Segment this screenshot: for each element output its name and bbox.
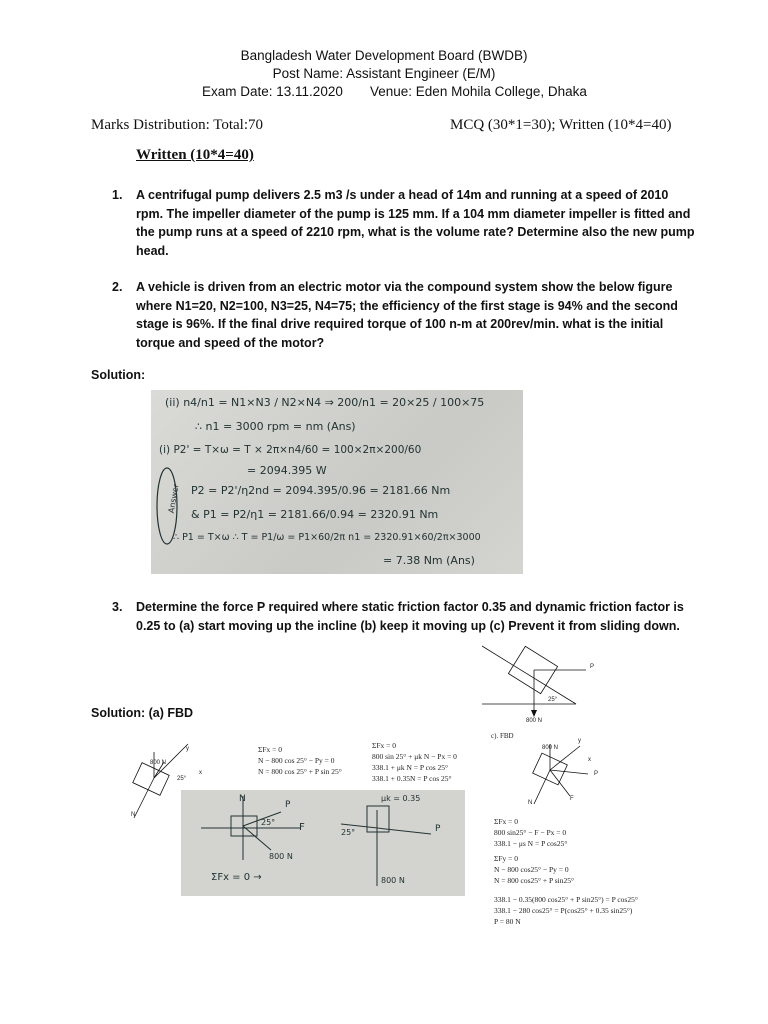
- written-title: Written (10*4=40): [136, 147, 254, 163]
- eq-line: N = 800 cos 25° + P sin 25°: [258, 767, 342, 776]
- hw-line-7: ∴ P1 = T×ω ∴ T = P1/ω = P1×60/2π n1 = 2320.91×60/2π×3000: [173, 532, 481, 543]
- eq-c-block: [494, 816, 638, 927]
- question-number: 2.: [112, 280, 123, 294]
- eq-line: 800 sin 25° + μk N − Px = 0: [372, 752, 457, 761]
- incline-p-label: P: [590, 664, 595, 670]
- question-2: [0, 278, 768, 358]
- incline-diagram: [480, 640, 590, 720]
- question-1: [0, 186, 768, 266]
- fbd-c-x: x: [588, 757, 591, 763]
- hw-line-3: (i) P2' = T×ω = T × 2π×n4/60 = 100×2π×200/60: [159, 444, 422, 456]
- fbd-c-y: y: [578, 738, 581, 744]
- fbd-c-weight: 800 N: [542, 745, 559, 751]
- hw-line-2: ∴ n1 = 3000 rpm = nm (Ans): [195, 420, 356, 433]
- handwritten-solution-photo: [151, 390, 523, 574]
- hw-fbd-weight-2: 800 N: [381, 876, 405, 885]
- eq-line: ΣFx = 0: [258, 745, 283, 754]
- fbd-c-n: N: [528, 800, 533, 806]
- hw-fbd-angle-2: 25°: [341, 828, 356, 837]
- eq-b2-block: [372, 740, 457, 784]
- eq-line: N − 800 cos25° − Py = 0: [494, 865, 569, 874]
- eq-line: ΣFx = 0: [494, 817, 519, 826]
- eq-line: [494, 886, 638, 894]
- eq-line: N − 800 cos 25° − Py = 0: [258, 756, 335, 765]
- hw-line-1: (ii) n4/n1 = N1×N3 / N2×N4 ⇒ 200/n1 = 20×25 / 100×75: [165, 396, 485, 409]
- hw-fbd-p-2: P: [435, 824, 441, 834]
- hw-fbd-eq: ΣFx = 0 →: [211, 872, 262, 883]
- eq-line: ΣFx = 0: [372, 741, 397, 750]
- eq-line: N = 800 cos25° + P sin25°: [494, 876, 575, 885]
- header-org: Bangladesh Water Development Board (BWDB): [240, 48, 528, 63]
- fbd-c-p: P: [594, 771, 599, 777]
- header-post: Post Name: Assistant Engineer (E/M): [272, 66, 496, 81]
- fbd-c-title: c). FBD: [491, 732, 514, 740]
- fbd-a-angle: 25°: [177, 776, 187, 782]
- hw-line-4: = 2094.395 W: [247, 464, 327, 477]
- question-number: 1.: [112, 188, 123, 202]
- marks-breakdown: MCQ (30*1=30); Written (10*4=40): [450, 117, 672, 133]
- eq-line: 338.1 + 0.35N = P cos 25°: [372, 774, 452, 783]
- hw-fbd-n: N: [239, 794, 246, 804]
- eq-line: P = 80 N: [494, 917, 521, 926]
- question-text: Determine the force P required where static friction factor 0.35 and dynamic friction factor is 0.25 to (a) start moving up the incline (b) keep it moving up (c) Prevent it from sliding down.: [136, 600, 684, 633]
- hw-margin-bracket: [151, 390, 523, 574]
- hw-fbd-angle: 25°: [261, 818, 276, 827]
- eq-line: ΣFy = 0: [494, 854, 519, 863]
- question-text: A vehicle is driven from an electric motor via the compound system show the below figure where N1=20, N2=100, N3=25, N4=75; the efficiency of the first stage is 94% and the second stage is 96%. If the final drive required torque of 100 n-m at 200rev/min. what is the initial torque and speed of the motor?: [136, 280, 678, 350]
- hw-line-8: = 7.38 Nm (Ans): [383, 554, 475, 567]
- question-number: 3.: [112, 600, 123, 614]
- hw-side-note: Answer: [166, 483, 181, 514]
- question-3: [0, 598, 768, 638]
- fbd-a-y: y: [186, 746, 189, 752]
- fbd-a-x: x: [199, 770, 202, 776]
- hw-fbd-p: P: [285, 800, 291, 810]
- eq-line: 338.1 − 0.35(800 cos25° + P sin25°) = P cos25°: [494, 895, 638, 904]
- hw-fbd-mu: μk = 0.35: [381, 794, 421, 803]
- header-venue: Venue: Eden Mohila College, Dhaka: [370, 84, 587, 99]
- eq-line: 338.1 − μs N = P cos25°: [494, 839, 568, 848]
- marks-total: Marks Distribution: Total:70: [91, 117, 264, 133]
- eq-b-block: [258, 744, 342, 777]
- fbd-c-f: F: [570, 796, 574, 802]
- hw-fbd-weight: 800 N: [269, 852, 293, 861]
- eq-line: 338.1 − 280 cos25° = P(cos25° + 0.35 sin25°): [494, 906, 633, 915]
- solution-a-label: Solution: (a) FBD: [91, 706, 194, 720]
- handwritten-fbd-photo: [181, 790, 465, 896]
- incline-weight-label: 800 N: [526, 718, 543, 724]
- eq-line: 800 sin25° − F − Px = 0: [494, 828, 567, 837]
- hw-line-6: & P1 = P2/η1 = 2181.66/0.94 = 2320.91 Nm: [191, 508, 439, 521]
- solution-label: Solution:: [91, 368, 146, 382]
- header-exam-date: Exam Date: 13.11.2020: [202, 84, 343, 99]
- fbd-a-n: N: [131, 812, 136, 818]
- hw-fbd-f: F: [299, 822, 305, 833]
- fbd-a-weight: 800 N: [150, 760, 167, 766]
- question-text: A centrifugal pump delivers 2.5 m3 /s under a head of 14m and running at a speed of 2010 rpm. The impeller diameter of the pump is 125 mm. If a 104 mm diameter impeller is fitted and the pump runs at a speed of 2210 rpm, what is the volume rate? Determine also the new pump head.: [136, 188, 695, 258]
- eq-line: 338.1 + μk N = P cos 25°: [372, 763, 449, 772]
- hw-line-5: P2 = P2'/η2nd = 2094.395/0.96 = 2181.66 Nm: [191, 484, 451, 497]
- incline-angle-label: 25°: [548, 697, 558, 703]
